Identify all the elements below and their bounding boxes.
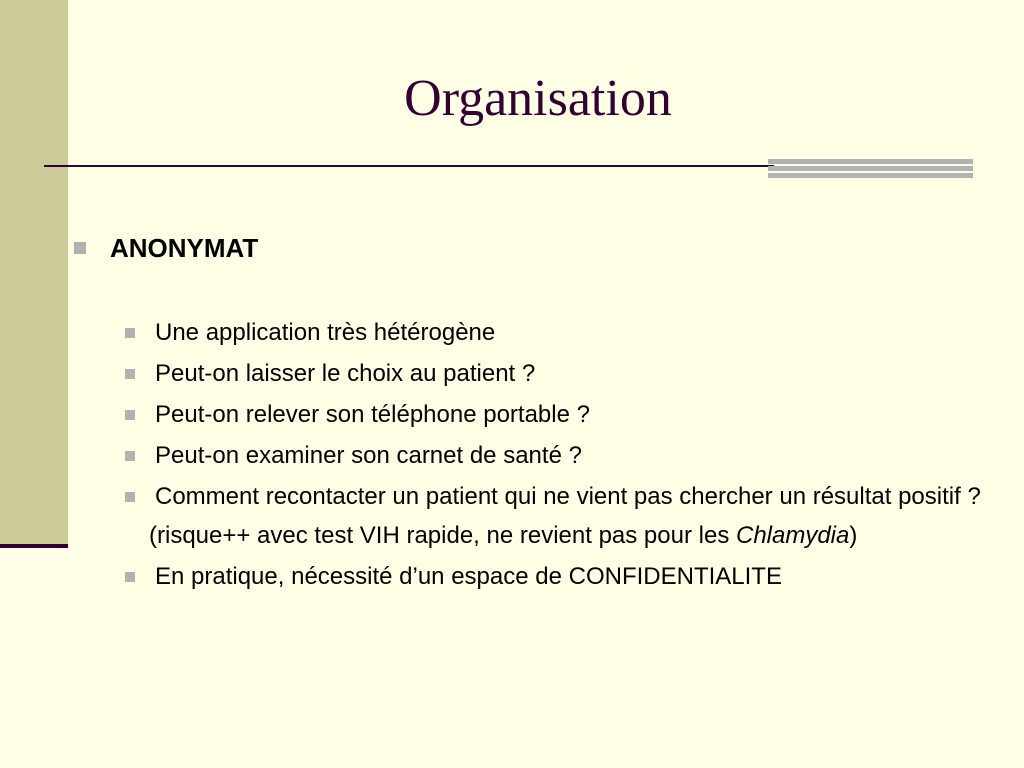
- square-bullet-icon: [125, 369, 135, 379]
- sub-bullet-list: [125, 318, 1015, 603]
- sub-bullet-item: [125, 482, 1015, 512]
- note-suffix: ): [849, 522, 858, 549]
- title-underline: [44, 165, 774, 167]
- sub-bullet-text: Peut-on laisser le choix au patient ?: [155, 360, 536, 387]
- square-bullet-icon: [125, 410, 135, 420]
- sub-bullet-text: Comment recontacter un patient qui ne vient pas chercher un résultat positif ?: [155, 483, 981, 510]
- square-bullet-icon: [125, 451, 135, 461]
- square-bullet-icon: [74, 242, 86, 254]
- sub-bullet-item: [125, 318, 1015, 348]
- sub-bullet-item: [125, 441, 1015, 471]
- title-decorative-bar: [768, 173, 973, 178]
- sub-bullet-item: [125, 400, 1015, 430]
- sub-bullet-text: Peut-on examiner son carnet de santé ?: [155, 442, 582, 469]
- square-bullet-icon: [125, 492, 135, 502]
- square-bullet-icon: [125, 572, 135, 582]
- main-bullet: [74, 233, 258, 263]
- slide-title: Organisation: [404, 70, 672, 127]
- square-bullet-icon: [125, 328, 135, 338]
- main-bullet-text: ANONYMAT: [110, 233, 259, 263]
- sub-bullet-text: Peut-on relever son téléphone portable ?: [155, 401, 590, 428]
- note-text: (risque++ avec test VIH rapide, ne revient pas pour les: [149, 522, 736, 549]
- title-decorative-bar: [768, 159, 973, 164]
- sub-bullet-note: [125, 520, 1015, 552]
- sub-bullet-text: Une application très hétérogène: [155, 319, 496, 346]
- title-decorative-bar: [768, 166, 973, 171]
- note-italic-text: Chlamydia: [735, 522, 850, 549]
- left-band-accent-line: [0, 544, 68, 548]
- sub-bullet-item: [125, 359, 1015, 389]
- sub-bullet-item: [125, 562, 1015, 592]
- sub-bullet-text: En pratique, nécessité d’un espace de CONFIDENTIALITE: [155, 563, 782, 590]
